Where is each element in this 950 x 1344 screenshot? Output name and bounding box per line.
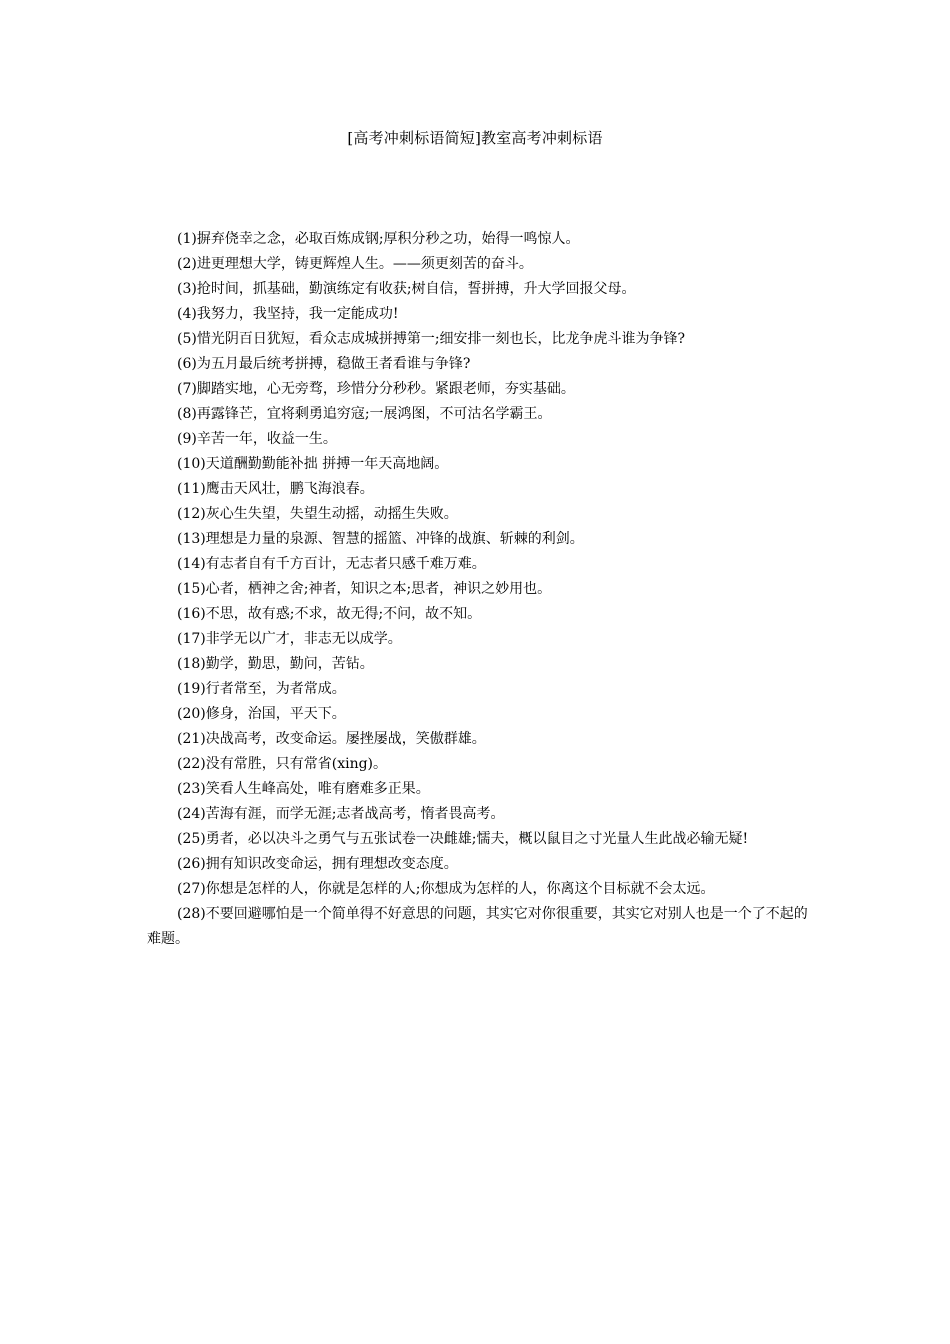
paragraph: (13)理想是力量的泉源、智慧的摇篮、冲锋的战旗、斩棘的利剑。 (177, 531, 584, 547)
paragraph: (10)天道酬勤勤能补拙 拼搏一年天高地阔。 (177, 456, 449, 472)
paragraph: (1)摒弃侥幸之念，必取百炼成钢;厚积分秒之功，始得一鸣惊人。 (177, 231, 580, 247)
paragraph: (21)决战高考，改变命运。屡挫屡战，笑傲群雄。 (177, 731, 486, 747)
paragraph: (19)行者常至，为者常成。 (177, 681, 346, 697)
paragraph: (18)勤学，勤思，勤问，苦钻。 (177, 656, 374, 672)
paragraph: (25)勇者，必以决斗之勇气与五张试卷一决雌雄;懦夫，概以鼠目之寸光量人生此战必输无疑! (177, 831, 749, 847)
paragraph: (23)笑看人生峰高处，唯有磨难多正果。 (177, 781, 430, 797)
paragraph: (24)苦海有涯，而学无涯;志者战高考，惰者畏高考。 (177, 806, 505, 822)
paragraph: (26)拥有知识改变命运，拥有理想改变态度。 (177, 856, 458, 872)
document-body (147, 227, 812, 952)
paragraph: (16)不思，故有惑;不求，故无得;不问，故不知。 (177, 606, 482, 622)
paragraph: (14)有志者自有千方百计，无志者只感千难万难。 (177, 556, 486, 572)
paragraph: (15)心者，栖神之舍;神者，知识之本;思者，神识之妙用也。 (177, 581, 552, 597)
paragraph: (12)灰心生失望，失望生动摇，动摇生失败。 (177, 506, 458, 522)
paragraph: (4)我努力，我坚持，我一定能成功! (177, 306, 399, 322)
paragraph: (2)进更理想大学，铸更辉煌人生。——须更刻苦的奋斗。 (177, 256, 533, 272)
paragraph: (7)脚踏实地，心无旁骛，珍惜分分秒秒。紧跟老师，夯实基础。 (177, 381, 575, 397)
paragraph: (22)没有常胜，只有常省(xing)。 (177, 756, 388, 772)
paragraph: (11)鹰击天风壮，鹏飞海浪春。 (177, 481, 374, 497)
document-title: [高考冲刺标语简短]教室高考冲刺标语 (347, 129, 603, 147)
paragraph: (9)辛苦一年，收益一生。 (177, 431, 337, 447)
paragraph: (27)你想是怎样的人，你就是怎样的人;你想成为怎样的人，你离这个目标就不会太远。 (177, 881, 715, 897)
paragraph: (6)为五月最后统考拼搏，稳做王者看谁与争锋? (177, 356, 471, 372)
paragraph: (3)抢时间，抓基础，勤演练定有收获;树自信，誓拼搏，升大学回报父母。 (177, 281, 636, 297)
paragraph: (28)不要回避哪怕是一个简单得不好意思的问题，其实它对你很重要，其实它对别人也是一个了不起的难题。 (147, 906, 808, 947)
paragraph: (8)再露锋芒，宜将剩勇追穷寇;一展鸿图，不可沽名学霸王。 (177, 406, 552, 422)
paragraph: (5)惜光阴百日犹短，看众志成城拼搏第一;细安排一刻也长，比龙争虎斗谁为争锋? (177, 331, 686, 347)
paragraph: (20)修身，治国，平天下。 (177, 706, 346, 722)
paragraph: (17)非学无以广才，非志无以成学。 (177, 631, 402, 647)
